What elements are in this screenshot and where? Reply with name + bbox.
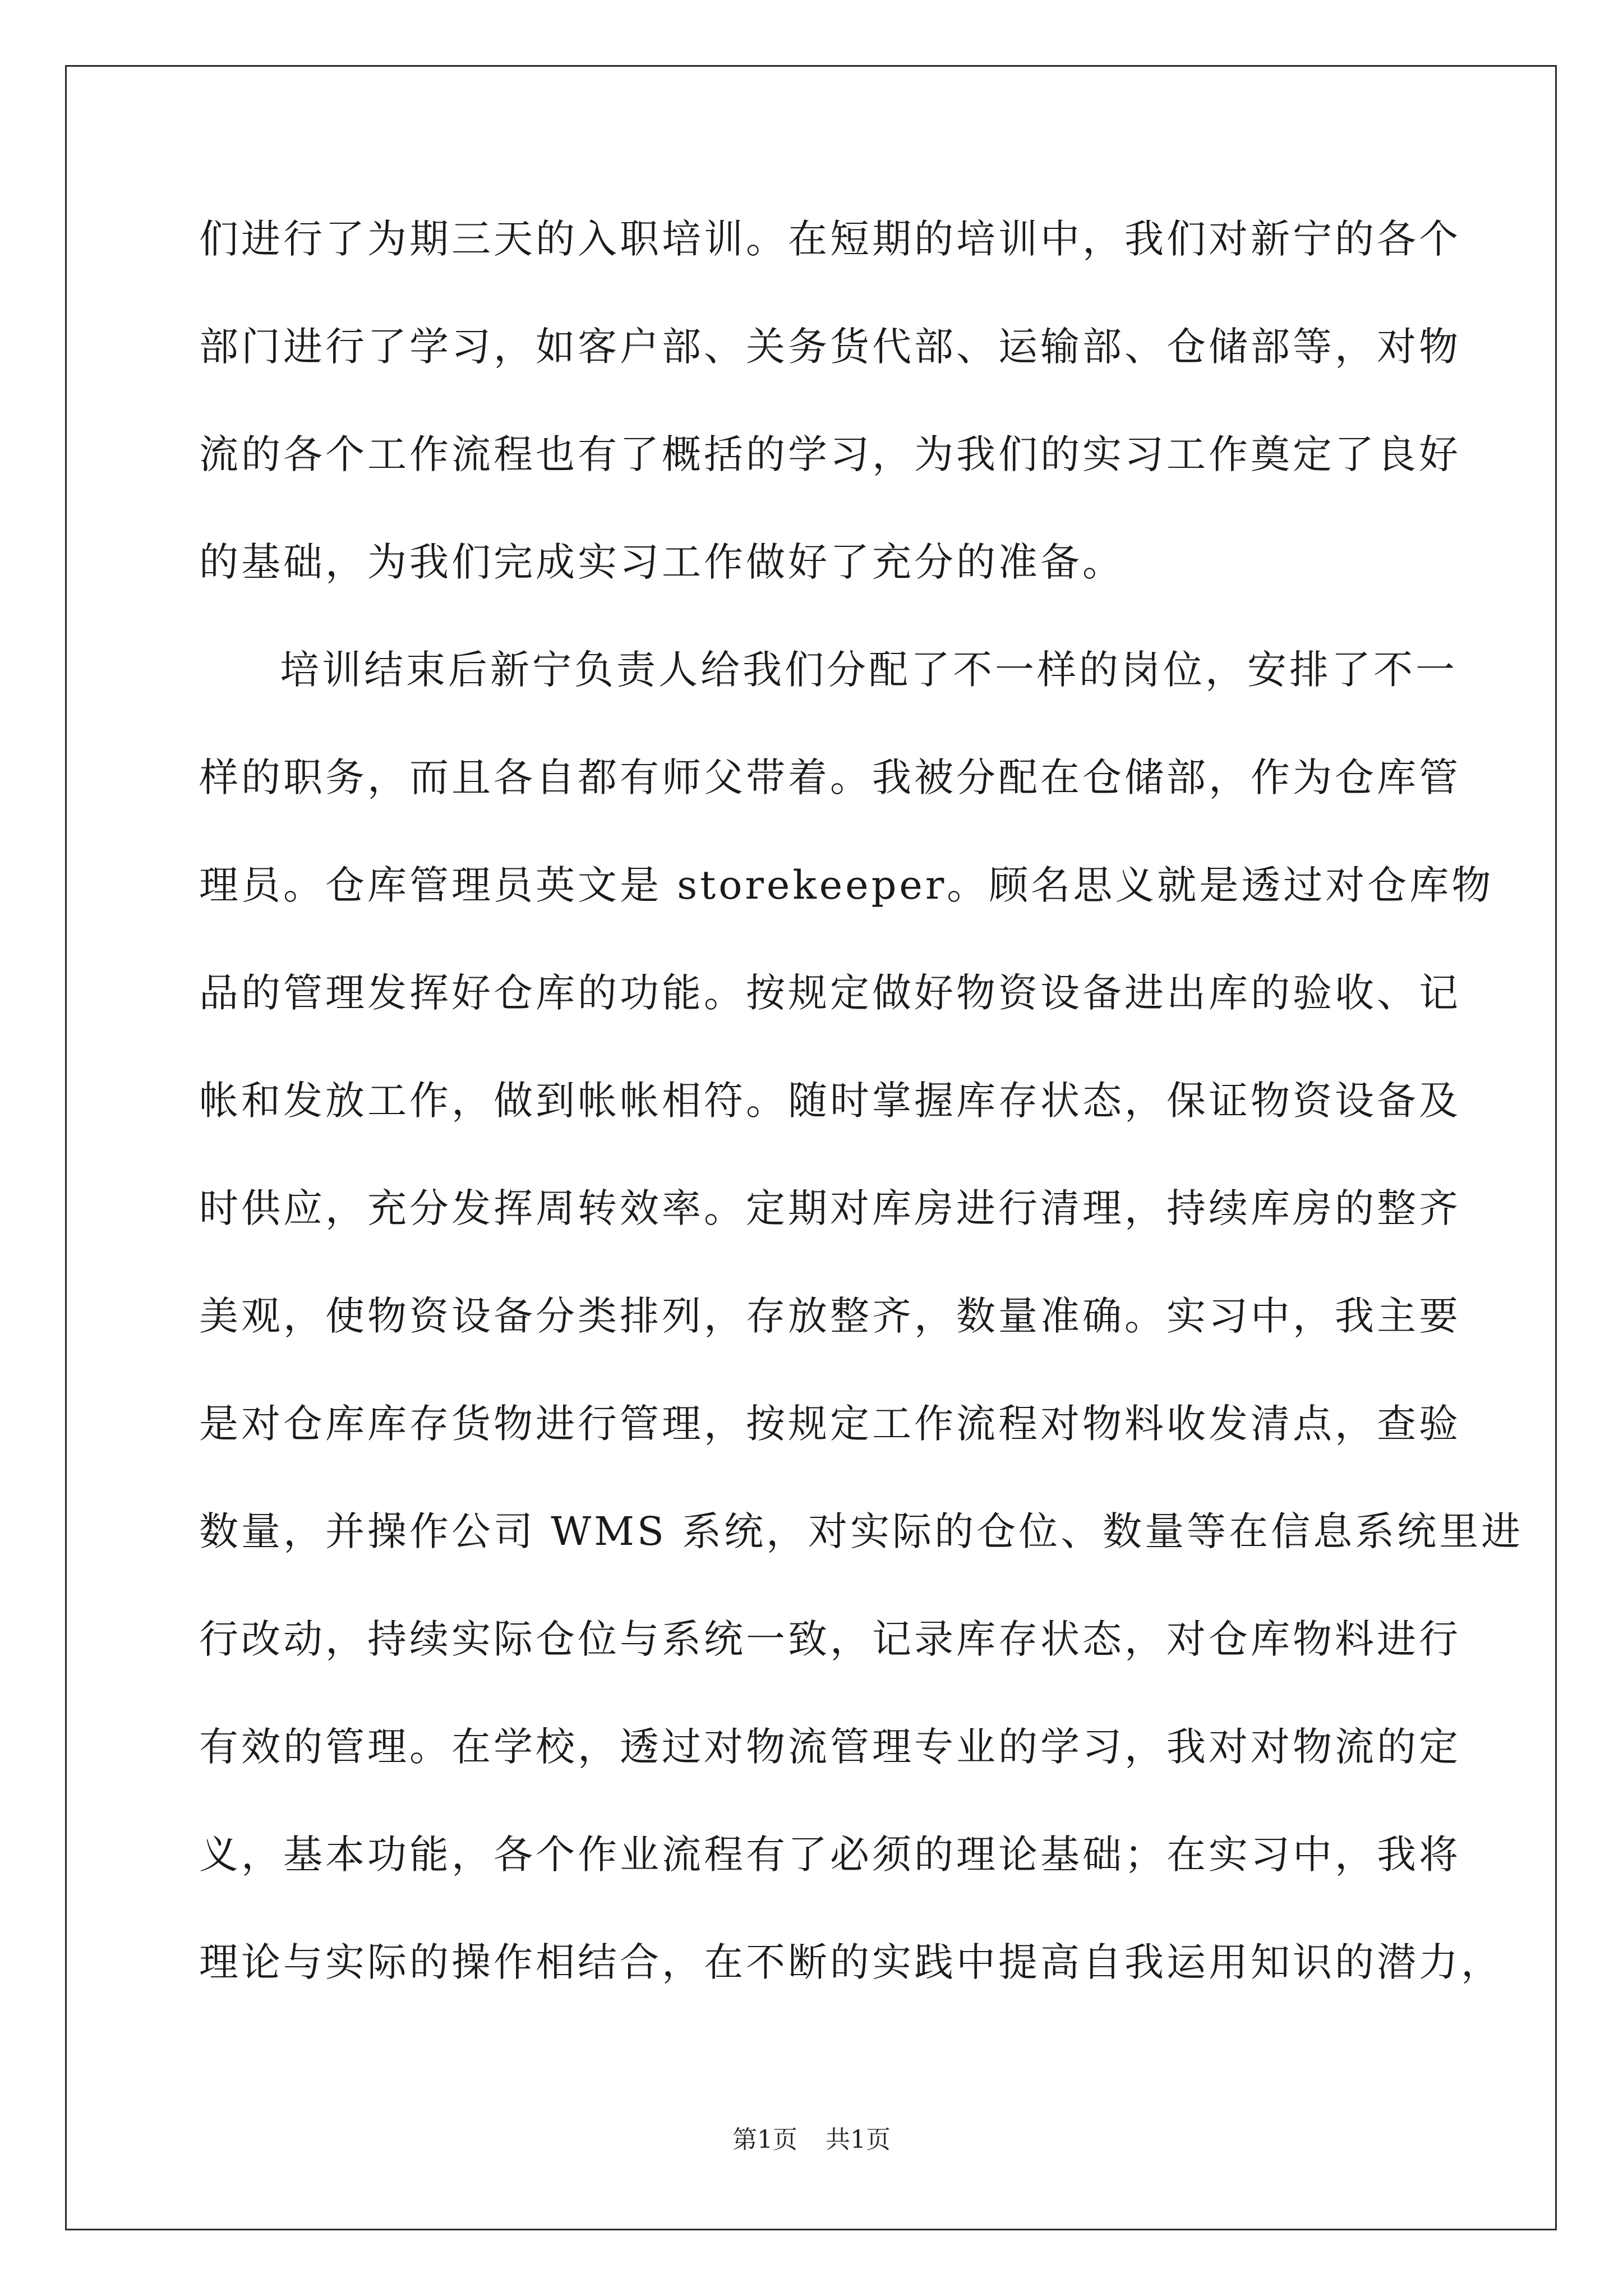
text-line: 理论与实际的操作相结合，在不断的实践中提高自我运用知识的潜力， [199,1939,1503,1985]
text-line: 有效的管理。在学校，透过对物流管理专业的学习，我对对物流的定 [199,1724,1461,1770]
text-line: 帐和发放工作，做到帐帐相符。随时掌握库存状态，保证物资设备及 [199,1078,1461,1124]
text-line: 数量，并操作公司 WMS 系统，对实际的仓位、数量等在信息系统里进 [199,1508,1524,1554]
text-line: 部门进行了学习，如客户部、关务货代部、运输部、仓储部等，对物 [199,324,1461,370]
text-line: 的基础，为我们完成实习工作做好了充分的准备。 [199,539,1124,585]
text-line: 美观，使物资设备分类排列，存放整齐，数量准确。实习中，我主要 [199,1293,1461,1339]
text-line: 们进行了为期三天的入职培训。在短期的培训中，我们对新宁的各个 [199,216,1461,262]
text-line: 流的各个工作流程也有了概括的学习，为我们的实习工作奠定了良好 [199,431,1461,477]
document-body [199,185,1524,2016]
text-line: 样的职务，而且各自都有师父带着。我被分配在仓储部，作为仓库管 [199,754,1461,800]
text-line: 培训结束后新宁负责人给我们分配了不一样的岗位，安排了不一 [280,647,1458,693]
text-line: 品的管理发挥好仓库的功能。按规定做好物资设备进出库的验收、记 [199,970,1461,1016]
page-number: 第1页 [732,2125,797,2154]
paragraph-1 [199,185,1461,616]
text-line: 行改动，持续实际仓位与系统一致，记录库存状态，对仓库物料进行 [199,1616,1461,1662]
text-line: 时供应，充分发挥周转效率。定期对库房进行清理，持续库房的整齐 [199,1185,1461,1231]
page-footer [0,2123,1623,2157]
text-line: 义，基本功能，各个作业流程有了必须的理论基础；在实习中，我将 [199,1832,1461,1878]
paragraph-2 [199,616,1524,2016]
text-line: 是对仓库库存货物进行管理，按规定工作流程对物料收发清点，查验 [199,1401,1461,1447]
text-line: 理员。仓库管理员英文是 storekeeper。顾名思义就是透过对仓库物 [199,862,1494,908]
page-total: 共1页 [826,2125,891,2154]
